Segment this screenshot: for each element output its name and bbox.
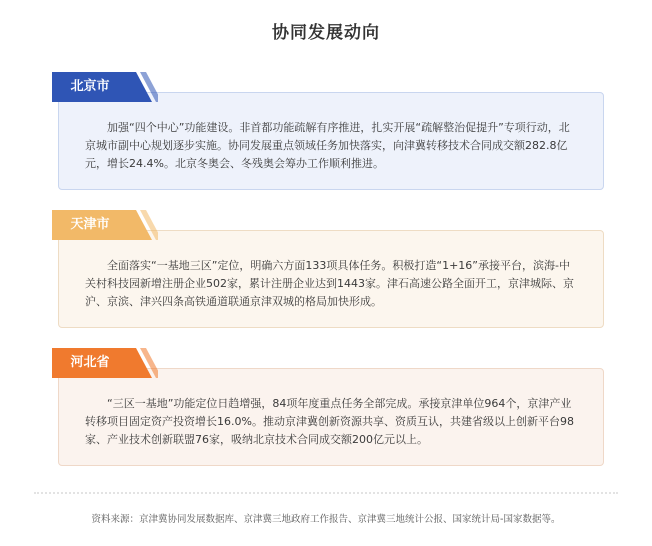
- section-text: 加强“四个中心”功能建设。非首都功能疏解有序推进，扎实开展“疏解整治促提升”专项行动，北京城市副中心规划逐步实施。协同发展重点领域任务加快落实，向津冀转移技术合同成交额282.8亿元，增长24.4%。北京冬奥会、冬残奥会筹办工作顺利推进。: [85, 121, 570, 170]
- section-card: [58, 368, 604, 466]
- page-title: 协同发展动向: [272, 23, 380, 43]
- divider: [34, 492, 618, 494]
- section-text: “三区一基地”功能定位日趋增强，84项年度重点任务全部完成。承接京津单位964个，京津产业转移项目固定资产投资增长16.0%。推动京津冀创新资源共享、资质互认，共建省级以上创新平台98家、产业技术创新联盟76家，吸纳北京技术合同成交额200亿元以上。: [85, 397, 574, 446]
- section-card: [58, 230, 604, 328]
- section-tab: [52, 348, 158, 378]
- section-title: 河北省: [70, 355, 110, 370]
- section-tab: [52, 210, 158, 240]
- section-card: [58, 92, 604, 190]
- source-note: 资料来源：京津冀协同发展数据库、京津冀三地政府工作报告、京津冀三地统计公报、国家统计局-国家数据等。: [91, 514, 561, 525]
- section-text: 全面落实“一基地三区”定位，明确六方面133项具体任务。积极打造“1+16”承接平台，滨海-中关村科技园新增注册企业502家，累计注册企业达到1443家。津石高速公路全面开工，京津城际、京沪、京滨、津兴四条高铁通道联通京津双城的格局加快形成。: [85, 259, 574, 308]
- section-title: 天津市: [70, 217, 110, 232]
- section-title: 北京市: [70, 79, 110, 94]
- section-tab: [52, 72, 158, 102]
